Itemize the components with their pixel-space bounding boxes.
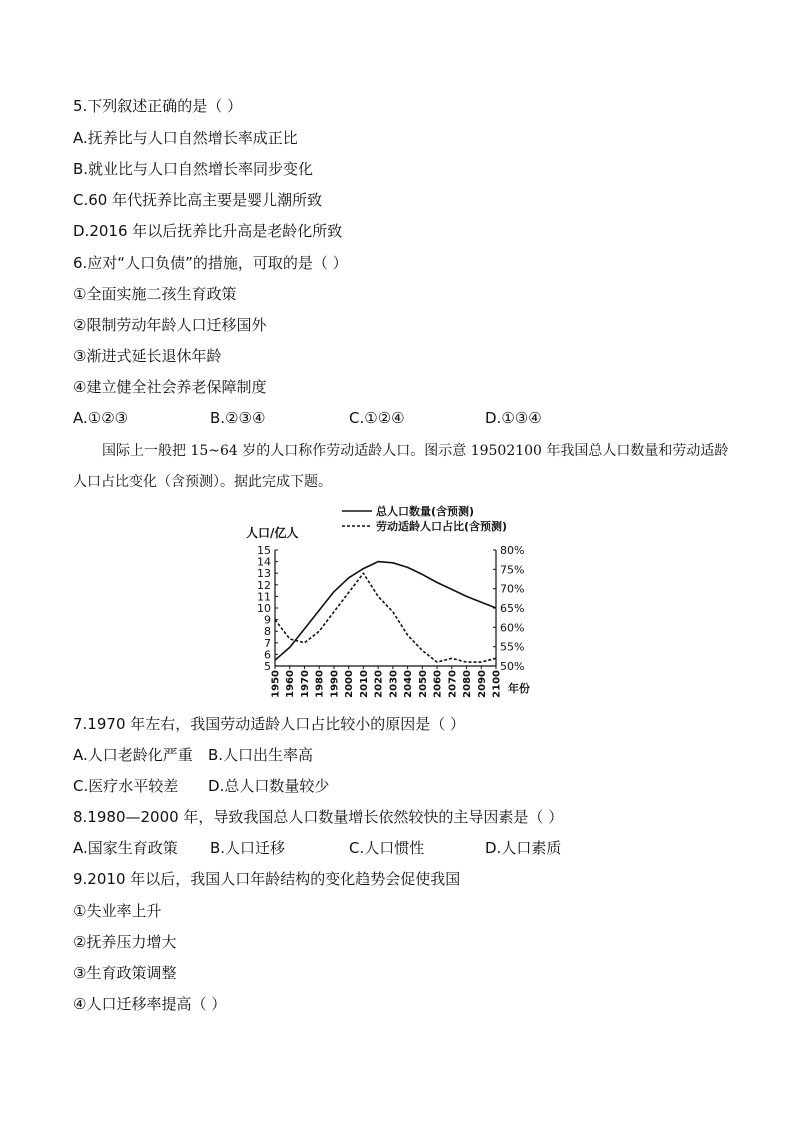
q6-item-2: ②限制劳动年龄人口迁移国外 [73, 316, 267, 334]
series-line-working-age-ratio [275, 573, 496, 662]
x-tick-label: 2020 [373, 670, 385, 698]
q9-item-1: ①失业率上升 [73, 902, 162, 920]
q7-choice-d: D.总人口数量较少 [208, 777, 330, 795]
left-tick-label: 12 [257, 578, 271, 592]
x-tick-label: 2100 [491, 670, 503, 698]
series-line-total-population [275, 562, 496, 661]
legend-label-total: 总人口数量(含预测) [376, 505, 475, 518]
q5-option-c: C.60 年代抚养比高主要是婴儿潮所致 [73, 191, 323, 209]
q7-choice-a: A.人口老龄化严重 [73, 746, 193, 764]
left-tick-label: 13 [257, 567, 271, 581]
x-tick-label: 1970 [299, 670, 311, 698]
q5-option-d: D.2016 年以后抚养比升高是老龄化所致 [73, 222, 343, 240]
left-axis-title: 人口/亿人 [246, 526, 299, 540]
q6-item-3: ③渐进式延长退休年龄 [73, 347, 222, 365]
population-chart [240, 500, 540, 700]
x-tick-label: 2070 [447, 670, 459, 698]
left-tick-label: 7 [264, 636, 271, 650]
left-tick-label: 6 [264, 648, 271, 662]
x-tick-label: 2090 [476, 670, 488, 698]
passage-text: 国际上一般把 15~64 岁的人口称作劳动适龄人口。图示意 19502100 年我国总人口数量和劳动适龄人口占比变化（含预测）。据此完成下题。 [73, 443, 729, 490]
left-tick-label: 15 [257, 544, 271, 557]
x-tick-label: 2000 [344, 670, 356, 698]
q8-stem: 8.1980—2000 年，导致我国总人口数量增长依然较快的主导因素是（ ） [73, 808, 564, 826]
legend-label-ratio: 劳动适龄人口占比(含预测) [376, 520, 508, 533]
left-tick-label: 14 [257, 555, 271, 569]
x-tick-label: 2060 [432, 670, 444, 698]
q6-choice-a: A.①②③ [73, 409, 129, 427]
x-tick-label: 2080 [462, 670, 474, 698]
x-tick-label: 2010 [358, 670, 370, 698]
q6-item-1: ①全面实施二孩生育政策 [73, 285, 237, 303]
right-tick-label: 75% [500, 563, 525, 577]
left-tick-label: 5 [264, 660, 271, 673]
q5-stem: 5.下列叙述正确的是（ ） [73, 97, 243, 115]
q8-choice-a: A.国家生育政策 [73, 839, 178, 857]
x-tick-label: 2050 [417, 670, 429, 698]
x-tick-label: 1960 [285, 670, 297, 698]
chart-axes [257, 544, 524, 698]
q6-choice-d: D.①③④ [485, 409, 542, 427]
right-tick-label: 50% [500, 660, 525, 673]
right-tick-label: 60% [500, 621, 525, 635]
q5-option-b: B.就业比与人口自然增长率同步变化 [73, 160, 314, 178]
right-tick-label: 55% [500, 640, 525, 654]
q5-option-a: A.抚养比与人口自然增长率成正比 [73, 129, 298, 147]
q8-choice-d: D.人口素质 [485, 839, 562, 857]
left-tick-label: 10 [257, 602, 271, 615]
x-tick-label: 1950 [270, 670, 282, 698]
passage [73, 436, 733, 498]
x-tick-label: 2030 [388, 670, 400, 698]
left-tick-label: 9 [264, 613, 271, 627]
q9-stem: 9.2010 年以后，我国人口年龄结构的变化趋势会促使我国 [73, 870, 461, 888]
left-tick-label: 11 [257, 590, 271, 604]
right-tick-label: 70% [500, 582, 525, 596]
x-axis-title: 年份 [508, 682, 530, 695]
q7-choice-b: B.人口出生率高 [208, 746, 314, 764]
q8-choice-c: C.人口惯性 [349, 839, 425, 857]
x-tick-label: 1980 [314, 670, 326, 698]
x-tick-label: 2040 [403, 670, 415, 698]
left-tick-label: 8 [264, 625, 271, 639]
q6-choice-c: C.①②④ [349, 409, 405, 427]
chart-series [275, 562, 496, 663]
q6-item-4: ④建立健全社会养老保障制度 [73, 378, 267, 396]
right-tick-label: 65% [500, 602, 525, 615]
right-tick-label: 80% [500, 544, 525, 557]
q6-choice-b: B.②③④ [210, 409, 266, 427]
x-tick-label: 1990 [329, 670, 341, 698]
chart-legend [342, 504, 507, 533]
q7-choice-c: C.医疗水平较差 [73, 777, 179, 795]
q8-choice-b: B.人口迁移 [210, 839, 286, 857]
q9-item-4: ④人口迁移率提高（ ） [73, 995, 227, 1013]
q6-stem: 6.应对“人口负债”的措施，可取的是（ ） [73, 254, 348, 272]
q7-stem: 7.1970 年左右，我国劳动适龄人口占比较小的原因是（ ） [73, 715, 466, 733]
q9-item-3: ③生育政策调整 [73, 964, 177, 982]
q9-item-2: ②抚养压力增大 [73, 933, 177, 951]
